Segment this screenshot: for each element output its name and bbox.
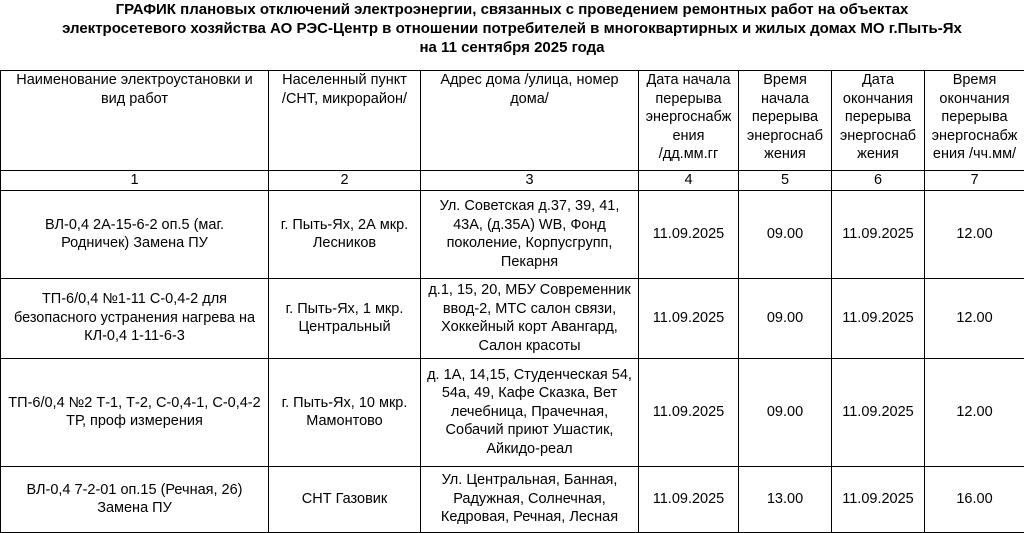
end-date-cell: 11.09.2025 [832,466,925,532]
column-number: 7 [925,171,1024,191]
column-number: 6 [832,171,925,191]
end-date-cell: 11.09.2025 [832,358,925,466]
column-number: 3 [421,171,639,191]
column-number-row [1,171,1024,191]
column-header-end-time: Время окончания перерыва энергоснабж ения /чч.мм/ [925,71,1024,171]
address-cell: Ул. Центральная, Банная, Радужная, Солнечная, Кедровая, Речная, Лесная [421,466,639,532]
end-time-cell: 12.00 [925,278,1024,358]
column-header-end-date: Дата окончания перерыва энергоснаб жения [832,71,925,171]
column-number: 2 [269,171,421,191]
column-header-settlement: Населенный пункт /СНТ, микрорайон/ [269,71,421,171]
address-cell: д.1, 15, 20, МБУ Современник ввод-2, МТС салон связи, Хоккейный корт Авангард, Салон красоты [421,278,639,358]
table-row [1,358,1024,466]
start-date-cell: 11.09.2025 [639,278,739,358]
outage-schedule-table [0,70,1024,533]
column-number: 4 [639,171,739,191]
start-time-cell: 13.00 [739,466,832,532]
settlement-cell: СНТ Газовик [269,466,421,532]
table-row [1,190,1024,278]
column-header-installation: Наименование электроустановки и вид работ [1,71,269,171]
end-date-cell: 11.09.2025 [832,278,925,358]
table-row [1,466,1024,532]
column-header-address: Адрес дома /улица, номер дома/ [421,71,639,171]
installation-cell: ТП-6/0,4 №1-11 С-0,4-2 для безопасного устранения нагрева на КЛ-0,4 1-11-6-3 [1,278,269,358]
settlement-cell: г. Пыть-Ях, 1 мкр. Центральный [269,278,421,358]
header-row [1,71,1024,171]
column-number: 1 [1,171,269,191]
start-time-cell: 09.00 [739,358,832,466]
column-header-start-date: Дата начала перерыва энергоснабж ения /дд.мм.гг [639,71,739,171]
column-number: 5 [739,171,832,191]
end-time-cell: 12.00 [925,358,1024,466]
column-header-start-time: Время начала перерыва энергоснаб жения [739,71,832,171]
address-cell: Ул. Советская д.37, 39, 41, 43А, (д.35А) WB, Фонд поколение, Корпусгрупп, Пекарня [421,190,639,278]
end-time-cell: 16.00 [925,466,1024,532]
schedule-title: ГРАФИК плановых отключений электроэнергии, связанных с проведением ремонтных работ на объектах электросетевого хозяйства АО РЭС-Центр в отношении потребителей в многоквартирных и жилых домах МО г.Пыть-Ях на 11 сентября 2025 года [0,0,1024,57]
address-cell: д. 1А, 14,15, Студенческая 54, 54а, 49, Кафе Сказка, Вет лечебница, Прачечная, Собачий приют Ушастик, Айкидо-реал [421,358,639,466]
end-date-cell: 11.09.2025 [832,190,925,278]
settlement-cell: г. Пыть-Ях, 10 мкр. Мамонтово [269,358,421,466]
table-row [1,278,1024,358]
start-date-cell: 11.09.2025 [639,466,739,532]
installation-cell: ВЛ-0,4 2А-15-6-2 оп.5 (маг. Родничек) Замена ПУ [1,190,269,278]
end-time-cell: 12.00 [925,190,1024,278]
start-date-cell: 11.09.2025 [639,358,739,466]
start-time-cell: 09.00 [739,190,832,278]
installation-cell: ТП-6/0,4 №2 Т-1, Т-2, С-0,4-1, С-0,4-2 ТР, проф измерения [1,358,269,466]
installation-cell: ВЛ-0,4 7-2-01 оп.15 (Речная, 26) Замена ПУ [1,466,269,532]
start-time-cell: 09.00 [739,278,832,358]
start-date-cell: 11.09.2025 [639,190,739,278]
settlement-cell: г. Пыть-Ях, 2А мкр. Лесников [269,190,421,278]
